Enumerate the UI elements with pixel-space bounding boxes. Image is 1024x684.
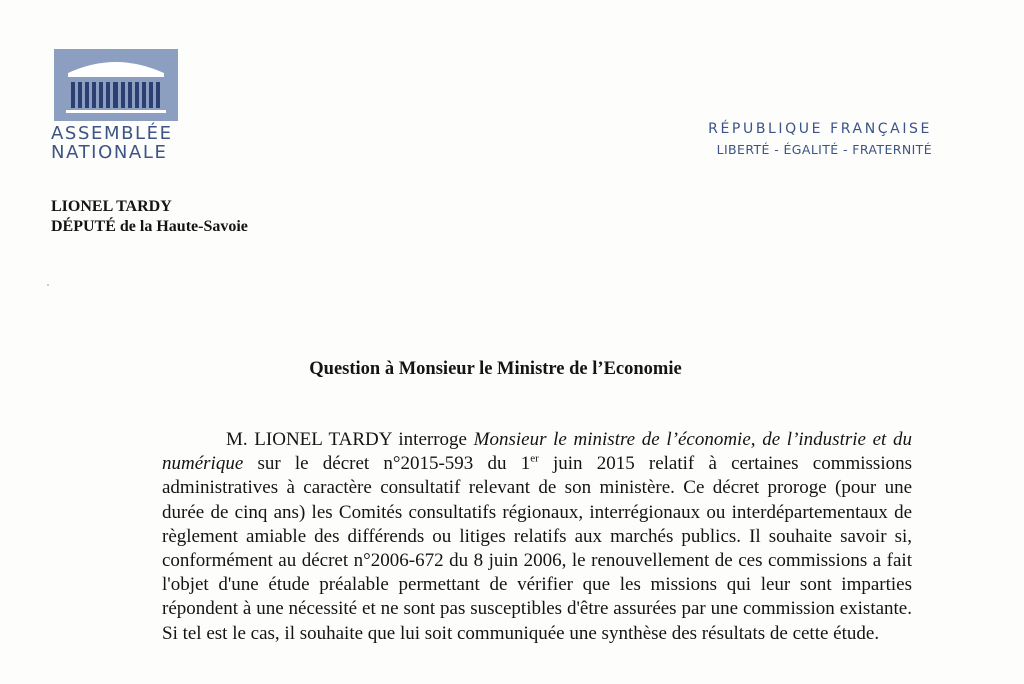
question-verb: interroge <box>391 429 474 450</box>
question-text-part1: sur le décret n°2015-593 du 1 <box>243 453 531 475</box>
logo-line-1: ASSEMBLÉE <box>51 123 173 144</box>
sender-name: LIONEL TARDY <box>51 198 172 215</box>
question-minister: Monsieur le ministre de l’économie, de l’industrie et du numérique <box>162 429 912 475</box>
question-subject: Question à Monsieur le Ministre de l’Economie <box>309 359 682 379</box>
logo-line-2: NATIONALE <box>51 142 168 163</box>
logo-wordmark <box>51 124 173 162</box>
republic-header <box>708 120 932 161</box>
question-superscript: er <box>530 452 539 465</box>
question-text-part2: juin 2015 relatif à certaines commissions administratives à caractère consultatif relevant de son ministère. Ce décret proroge (pour une durée de cinq ans) les Comités consultatifs régionaux, interrégionaux ou interdépartementaux de règlement amiable des différends ou litiges relatifs aux marchés publics. Il souhaite savoir si, conformément au décret n°2006-672 du 8 juin 2006, le renouvellement de ces commissions a fait l'objet d'une étude préalable permettant de vérifier que les missions qui leur sont imparties répondent à une nécessité et ne sont pas susceptibles d'être assurées par une commission existante. Si tel est le cas, il souhaite que lui soit communiquée une synthèse des résultats de cette étude. <box>162 453 913 644</box>
question-author: M. LIONEL TARDY <box>226 429 392 450</box>
republic-title: RÉPUBLIQUE FRANÇAISE <box>708 121 932 137</box>
sender-block <box>51 197 248 237</box>
republic-motto: LIBERTÉ - ÉGALITÉ - FRATERNITÉ <box>716 142 932 157</box>
scan-speck <box>47 284 49 286</box>
question-body <box>162 428 912 646</box>
assemblee-nationale-logo-icon <box>54 49 178 121</box>
sender-title: DÉPUTÉ de la Haute-Savoie <box>51 218 248 235</box>
